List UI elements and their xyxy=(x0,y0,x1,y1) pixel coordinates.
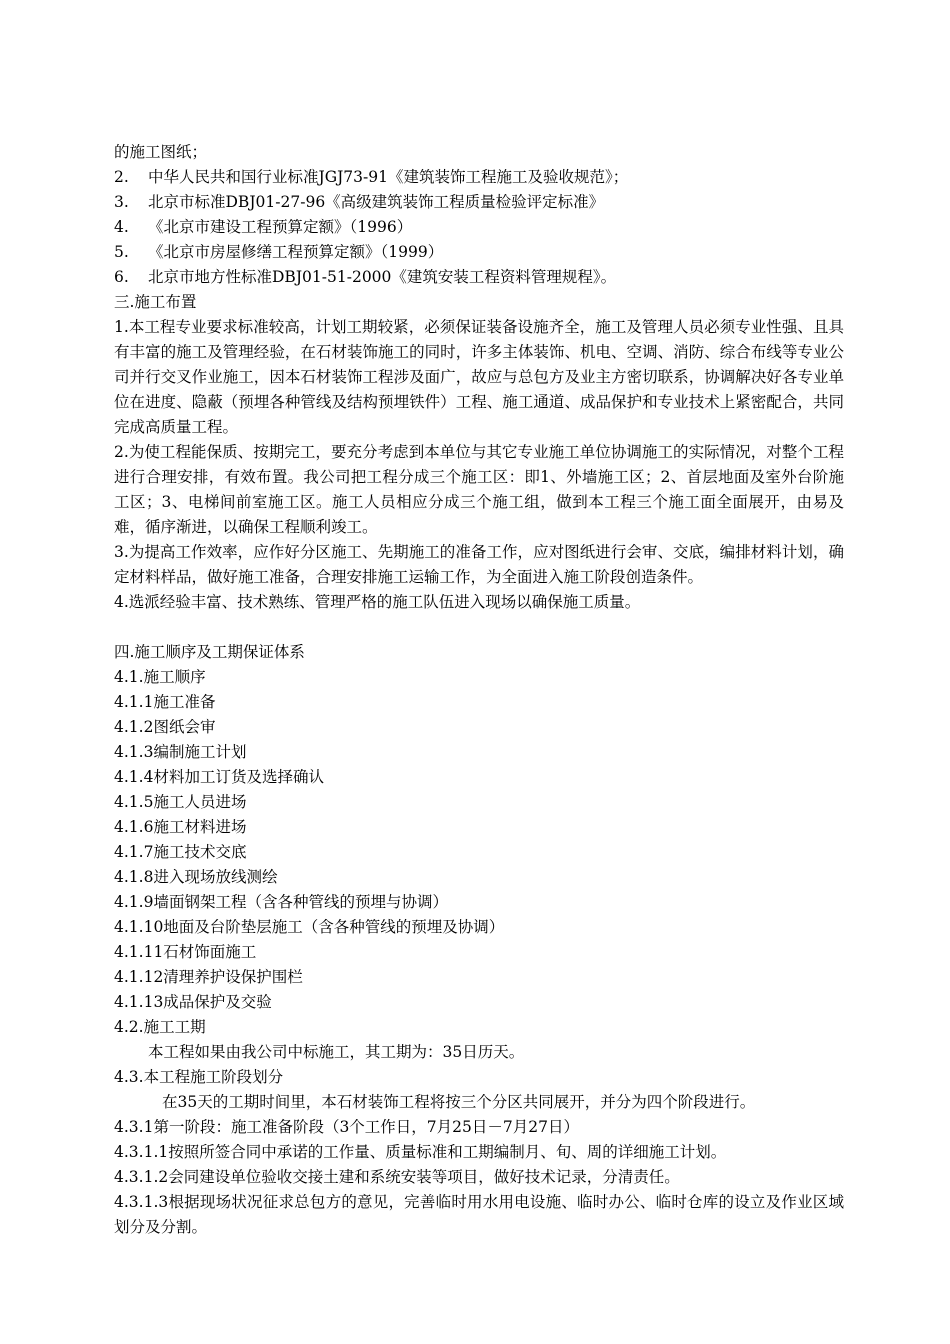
intro-tail-line: 的施工图纸； xyxy=(114,143,208,161)
reference-number: 6. xyxy=(114,268,129,286)
blank-line xyxy=(114,615,844,640)
subsection-4-3-text: 在35天的工期时间里，本石材装饰工程将按三个分区共同展开，并分为四个阶段进行。 xyxy=(162,1093,756,1111)
reference-item xyxy=(114,165,844,190)
subsection-4-3-heading: 4.3.本工程施工阶段划分 xyxy=(114,1068,284,1086)
subsection-4-2-heading: 4.2.施工工期 xyxy=(114,1018,206,1036)
reference-item xyxy=(114,265,844,290)
phase1-item: 4.3.1.1按照所签合同中承诺的工作量、质量标准和工期编制月、旬、周的详细施工计划。 xyxy=(114,1143,727,1161)
reference-item xyxy=(114,190,844,215)
step-item: 4.1.8进入现场放线测绘 xyxy=(114,868,278,886)
step-item: 4.1.3编制施工计划 xyxy=(114,743,247,761)
reference-text: 北京市地方性标准DBJ01-51-2000《建筑安装工程资料管理规程》。 xyxy=(148,268,617,286)
document-page xyxy=(114,140,844,1240)
subsection-4-1-heading: 4.1.施工顺序 xyxy=(114,668,206,686)
step-item: 4.1.5施工人员进场 xyxy=(114,793,247,811)
step-item: 4.1.4材料加工订货及选择确认 xyxy=(114,768,324,786)
reference-number: 5. xyxy=(114,243,129,261)
reference-number: 2. xyxy=(114,168,129,186)
step-item: 4.1.7施工技术交底 xyxy=(114,843,247,861)
section3-paragraph-4: 4.选派经验丰富、技术熟练、管理严格的施工队伍进入现场以确保施工质量。 xyxy=(114,593,641,611)
reference-number: 3. xyxy=(114,193,129,211)
reference-text: 中华人民共和国行业标准JGJ73-91《建筑装饰工程施工及验收规范》； xyxy=(148,168,629,186)
section3-heading: 三.施工布置 xyxy=(114,293,197,311)
step-item: 4.1.9墙面钢架工程（含各种管线的预埋与协调） xyxy=(114,893,448,911)
reference-number: 4. xyxy=(114,218,129,236)
subsection-4-2-text: 本工程如果由我公司中标施工，其工期为：35日历天。 xyxy=(148,1043,525,1061)
section4-heading: 四.施工顺序及工期保证体系 xyxy=(114,643,305,661)
section3-paragraph-2: 2.为使工程能保质、按期完工，要充分考虑到本单位与其它专业施工单位协调施工的实际情况，对整个工程进行合理安排，有效布置。我公司把工程分成三个施工区：即1、外墙施工区；2、首层地面及室外台阶施工区；3、电梯间前室施工区。施工人员相应分成三个施工组，做到本工程三个施工面全面展开，由易及难，循序渐进，以确保工程顺利竣工。 xyxy=(114,443,844,536)
step-item: 4.1.1施工准备 xyxy=(114,693,216,711)
phase1-item: 4.3.1.3根据现场状况征求总包方的意见，完善临时用水用电设施、临时办公、临时仓库的设立及作业区域划分及分割。 xyxy=(114,1193,844,1236)
step-item: 4.1.11石材饰面施工 xyxy=(114,943,257,961)
reference-text: 《北京市房屋修缮工程预算定额》（1999） xyxy=(148,243,444,261)
step-item: 4.1.6施工材料进场 xyxy=(114,818,247,836)
step-item: 4.1.2图纸会审 xyxy=(114,718,216,736)
reference-item xyxy=(114,240,844,265)
reference-text: 《北京市建设工程预算定额》（1996） xyxy=(148,218,413,236)
reference-item xyxy=(114,215,844,240)
section3-paragraph-3: 3.为提高工作效率，应作好分区施工、先期施工的准备工作，应对图纸进行会审、交底，编排材料计划，确定材料样品，做好施工准备，合理安排施工运输工作，为全面进入施工阶段创造条件。 xyxy=(114,543,844,586)
step-item: 4.1.12清理养护设保护围栏 xyxy=(114,968,303,986)
reference-text: 北京市标准DBJ01-27-96《高级建筑装饰工程质量检验评定标准》 xyxy=(148,193,605,211)
step-item: 4.1.10地面及台阶垫层施工（含各种管线的预埋及协调） xyxy=(114,918,505,936)
section3-paragraph-1: 1.本工程专业要求标准较高，计划工期较紧，必须保证装备设施齐全，施工及管理人员必须专业性强、且具有丰富的施工及管理经验，在石材装饰施工的同时，许多主体装饰、机电、空调、消防、综合布线等专业公司并行交叉作业施工，因本石材装饰工程涉及面广，故应与总包方及业主方密切联系，协调解决好各专业单位在进度、隐蔽（预埋各种管线及结构预埋铁件）工程、施工通道、成品保护和专业技术上紧密配合，共同完成高质量工程。 xyxy=(114,318,844,436)
step-item: 4.1.13成品保护及交验 xyxy=(114,993,272,1011)
phase1-heading: 4.3.1第一阶段：施工准备阶段（3个工作日，7月25日－7月27日） xyxy=(114,1118,579,1136)
phase1-item: 4.3.1.2会同建设单位验收交接土建和系统安装等项目，做好技术记录，分清责任。 xyxy=(114,1168,680,1186)
